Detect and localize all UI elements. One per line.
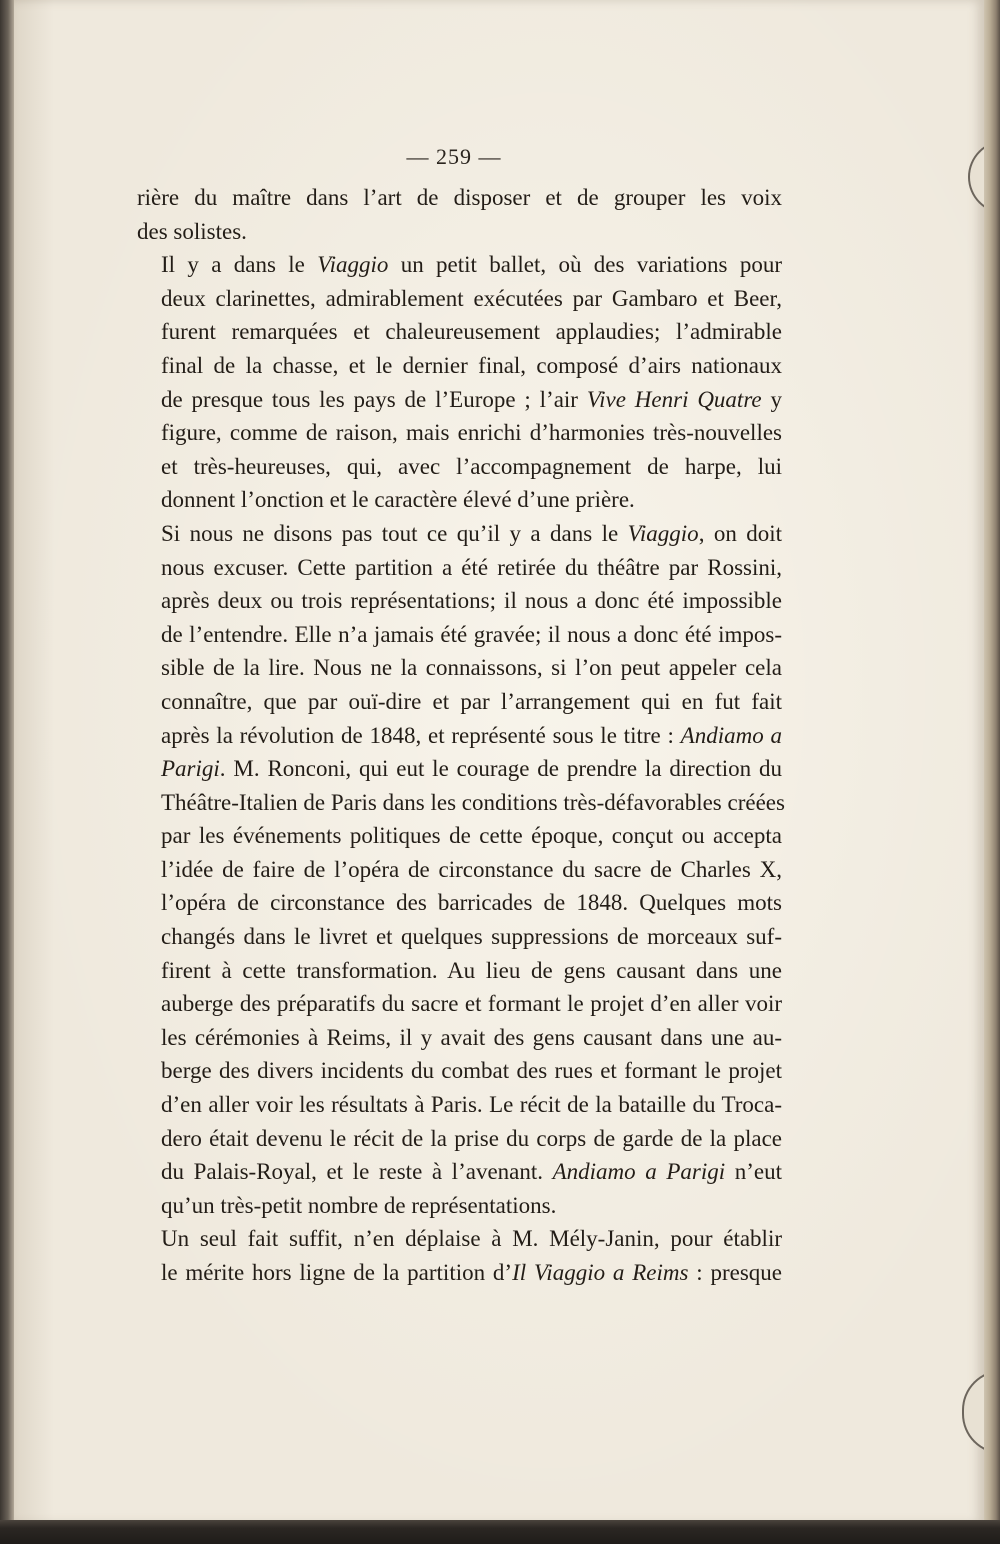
text-line: figure, comme de raison, mais enrichi d’harmonies très-nouvelles bbox=[161, 420, 782, 446]
text-line: du Palais-Royal, et le reste à l’avenant. Andiamo a Parigi n’eut bbox=[161, 1159, 782, 1185]
text-line: sible de la lire. Nous ne la connaissons, si l’on peut appeler cela bbox=[161, 655, 782, 681]
text-line: Un seul fait suffit, n’en déplaise à M. Mély-Janin, pour établir bbox=[161, 1226, 782, 1252]
book-page bbox=[14, 0, 984, 1524]
text-line: Théâtre-Italien de Paris dans les conditions très-défavorables créées bbox=[161, 789, 785, 815]
text-line: Parigi. M. Ronconi, qui eut le courage de prendre la direction du bbox=[161, 756, 782, 782]
text-line: firent à cette transformation. Au lieu de gens causant dans une bbox=[161, 957, 782, 983]
text-line: dero était devenu le récit de la prise du corps de garde de la place bbox=[161, 1125, 782, 1151]
text-line: berge des divers incidents du combat des rues et formant le projet bbox=[161, 1058, 782, 1084]
text-line: rière du maître dans l’art de disposer et de grouper les voix bbox=[137, 185, 782, 210]
text-line: deux clarinettes, admirablement exécutées par Gambaro et Beer, bbox=[161, 285, 782, 311]
text-line: d’en aller voir les résultats à Paris. Le récit de la bataille du Troca- bbox=[161, 1092, 782, 1118]
page-edge bbox=[984, 0, 1000, 1524]
text-line: l’opéra de circonstance des barricades de 1848. Quelques mots bbox=[161, 890, 782, 916]
text-line: après deux ou trois représentations; il nous a donc été impossible bbox=[161, 588, 782, 614]
text-line: connaître, que par ouï-dire et par l’arrangement qui en fut fait bbox=[161, 688, 782, 714]
text-line: les cérémonies à Reims, il y avait des gens causant dans une au- bbox=[161, 1024, 782, 1050]
page-number: — 259 — bbox=[406, 144, 502, 169]
text-line: Si nous ne disons pas tout ce qu’il y a dans le Viaggio, on doit bbox=[161, 520, 782, 546]
text-line: de l’entendre. Elle n’a jamais été gravée; il nous a donc été impos- bbox=[161, 621, 782, 647]
body-text bbox=[137, 181, 785, 1290]
paragraph-2 bbox=[137, 248, 782, 517]
text-line: qu’un très-petit nombre de représentations. bbox=[161, 1192, 557, 1218]
text-line: après la révolution de 1848, et représenté sous le titre : Andiamo a bbox=[161, 722, 782, 748]
text-line: furent remarquées et chaleureusement applaudies; l’admirable bbox=[161, 319, 782, 345]
paragraph-3 bbox=[137, 517, 785, 1222]
paragraph-1 bbox=[137, 181, 782, 248]
text-line: par les événements politiques de cette époque, conçut ou accepta bbox=[161, 823, 782, 849]
text-line: Il y a dans le Viaggio un petit ballet, où des variations pour bbox=[161, 252, 782, 278]
text-line: final de la chasse, et le dernier final, composé d’airs nationaux bbox=[161, 352, 782, 378]
text-line: auberge des préparatifs du sacre et formant le projet d’en aller voir bbox=[161, 991, 782, 1017]
text-line: et très-heureuses, qui, avec l’accompagnement de harpe, lui bbox=[161, 453, 782, 479]
text-line: l’idée de faire de l’opéra de circonstance du sacre de Charles X, bbox=[161, 856, 782, 882]
scan-bottom-edge bbox=[0, 1520, 1000, 1544]
text-line: donnent l’onction et le caractère élevé d’une prière. bbox=[161, 487, 635, 513]
text-line: changés dans le livret et quelques suppressions de morceaux suf- bbox=[161, 924, 782, 950]
text-line: des solistes. bbox=[137, 218, 247, 244]
paragraph-4 bbox=[137, 1222, 782, 1289]
text-line: le mérite hors ligne de la partition d’Il Viaggio a Reims : presque bbox=[161, 1260, 782, 1285]
text-line: nous excuser. Cette partition a été retirée du théâtre par Rossini, bbox=[161, 554, 782, 580]
text-line: de presque tous les pays de l’Europe ; l’air Vive Henri Quatre y bbox=[161, 386, 782, 412]
